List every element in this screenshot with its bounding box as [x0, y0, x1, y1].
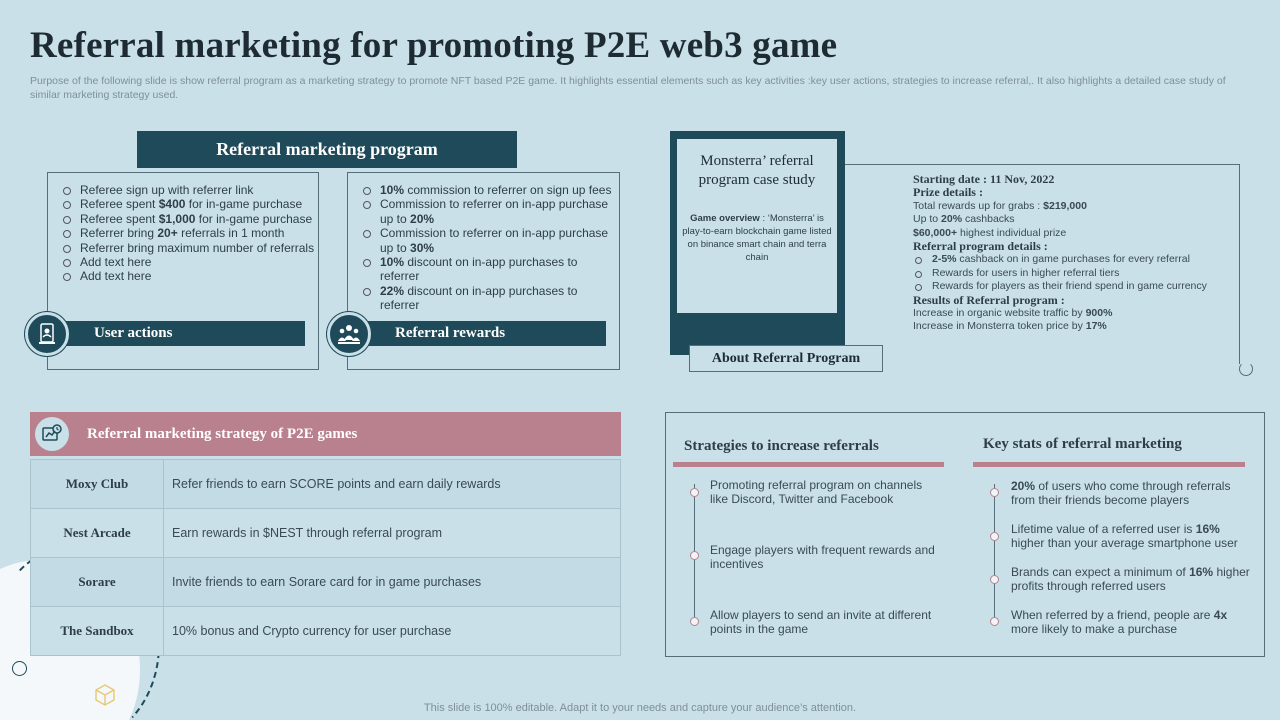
decorative-circle-icon — [12, 661, 27, 676]
list-item: 22% discount on in-app purchases to referrer — [348, 284, 614, 313]
timeline-dot — [990, 488, 999, 497]
list-item: Rewards for users in higher referral tiers — [913, 267, 1233, 280]
timeline-dot — [690, 488, 699, 497]
strategy-item: Engage players with frequent rewards and incentives — [710, 543, 935, 571]
list-item: 10% commission to referrer on sign up fees — [348, 183, 614, 197]
strategy-header: Referral marketing strategy of P2E games — [30, 412, 621, 456]
stat-item: Brands can expect a minimum of 16% higher profits through referred users — [1011, 565, 1250, 593]
program-header: Referral marketing program — [137, 131, 517, 168]
game-name: The Sandbox — [31, 607, 164, 656]
timeline-dot — [690, 617, 699, 626]
game-name: Nest Arcade — [31, 509, 164, 558]
list-item: Commission to referrer on in-app purchase up to 30% — [348, 226, 614, 255]
stat-item: When referred by a friend, people are 4x more likely to make a purchase — [1011, 608, 1228, 636]
list-item: Rewards for players as their friend spend in game currency — [913, 280, 1233, 293]
prize-line: Up to 20% cashbacks — [913, 213, 1015, 226]
case-study-overview — [681, 212, 833, 264]
prize-details-heading: Prize details : — [913, 185, 983, 200]
user-actions-label: User actions — [47, 321, 305, 346]
list-item: Referee spent $400 for in-game purchase — [48, 197, 320, 211]
game-strategy: 10% bonus and Crypto currency for user purchase — [164, 607, 621, 656]
starting-date: Starting date : 11 Nov, 2022 — [913, 172, 1055, 186]
header-underline — [673, 462, 944, 467]
list-item: Referee spent $1,000 for in-game purchase — [48, 212, 320, 226]
timeline-dot — [690, 551, 699, 560]
stat-item: Lifetime value of a referred user is 16% higher than your average smartphone user — [1011, 522, 1238, 550]
results-heading: Results of Referral program : — [913, 292, 1065, 307]
timeline-line — [994, 484, 995, 626]
result-line: Increase in organic website traffic by 900% — [913, 307, 1113, 320]
game-strategy: Refer friends to earn SCORE points and earn daily rewards — [164, 460, 621, 509]
about-referral-program-label: About Referral Program — [689, 345, 883, 372]
table-row — [31, 509, 621, 558]
user-actions-circle — [25, 312, 69, 356]
prize-line: $60,000+ highest individual prize — [913, 226, 1067, 239]
strategy-icon-circle — [35, 417, 69, 451]
referral-rewards-label: Referral rewards — [347, 321, 606, 346]
referral-rewards-list — [348, 183, 620, 313]
strategy-item: Promoting referral program on channels like Discord, Twitter and Facebook — [710, 478, 923, 506]
header-underline — [973, 462, 1245, 467]
overview-text: : ‘Monsterra’ is play-to-earn blockchain game listed on binance smart chain and terra chain — [682, 213, 832, 263]
list-item: 2-5% cashback on in game purchases for every referral — [913, 253, 1233, 266]
list-item: Add text here — [48, 269, 320, 283]
table-row — [31, 558, 621, 607]
prize-line: Total rewards up for grabs : $219,000 — [913, 199, 1087, 212]
connector-end — [1239, 362, 1253, 376]
case-study-details — [913, 173, 1233, 334]
list-item: Add text here — [48, 255, 320, 269]
game-strategy: Earn rewards in $NEST through referral program — [164, 509, 621, 558]
user-actions-list — [48, 183, 320, 284]
page-title: Referral marketing for promoting P2E web3 game — [30, 25, 838, 66]
game-strategy: Invite friends to earn Sorare card for in game purchases — [164, 558, 621, 607]
stat-item: 20% of users who come through referrals from their friends become players — [1011, 479, 1231, 507]
overview-label: Game overview — [690, 213, 760, 224]
list-item: Commission to referrer on in-app purchase up to 20% — [348, 197, 614, 226]
timeline-dot — [990, 617, 999, 626]
list-item: 10% discount on in-app purchases to referrer — [348, 255, 614, 284]
timeline-dot — [990, 532, 999, 541]
strategy-clock-icon — [40, 422, 64, 446]
table-row — [31, 607, 621, 656]
timeline-dot — [990, 575, 999, 584]
list-item: Referrer bring 20+ referrals in 1 month — [48, 226, 320, 240]
list-item: Referrer bring maximum number of referrals — [48, 241, 320, 255]
program-details-heading: Referral program details : — [913, 239, 1048, 254]
key-stats-header: Key stats of referral marketing — [983, 436, 1182, 452]
strategy-table — [30, 459, 621, 656]
case-study-title: Monsterra’ referral program case study — [698, 153, 816, 188]
list-item: Referee sign up with referrer link — [48, 183, 320, 197]
referral-rewards-circle — [327, 312, 371, 356]
game-name: Sorare — [31, 558, 164, 607]
strategies-header: Strategies to increase referrals — [684, 438, 879, 454]
table-row — [31, 460, 621, 509]
result-line: Increase in Monsterra token price by 17% — [913, 320, 1107, 333]
mobile-user-icon — [35, 322, 59, 346]
connector-line — [845, 164, 1239, 165]
footer-note: This slide is 100% editable. Adapt it to your needs and capture your audience’s attention. — [423, 702, 857, 714]
rewards-people-icon — [336, 322, 362, 346]
connector-line — [1239, 164, 1240, 364]
game-name: Moxy Club — [31, 460, 164, 509]
strategy-item: Allow players to send an invite at different points in the game — [710, 608, 932, 636]
page-subtitle: Purpose of the following slide is show referral program as a marketing strategy to promote NFT based P2E game. It highlights essential elements such as key activities :key user actions, strategies to increase referral,. It also highlights a detailed case study of similar marketing strategy used. — [30, 75, 1226, 101]
